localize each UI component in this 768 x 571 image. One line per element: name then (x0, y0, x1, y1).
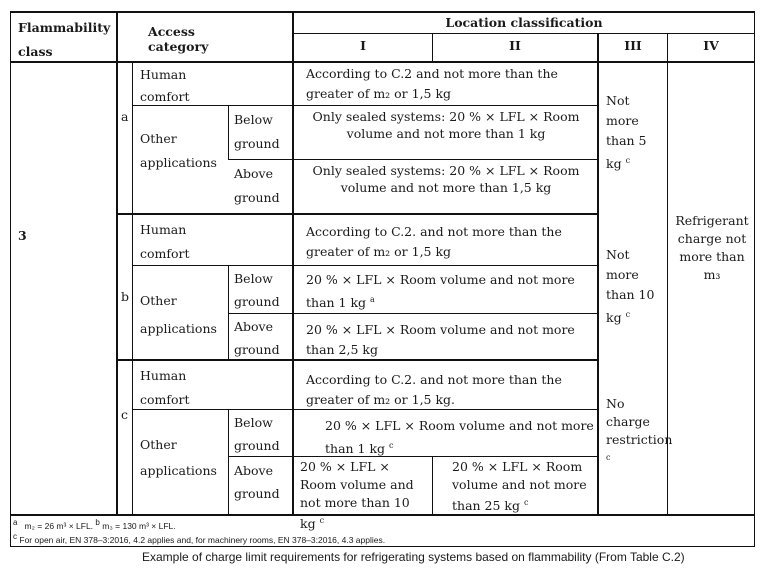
b-human-comfort-limit: According to C.2. and not more than the greater of m₂ or 1,5 kg (306, 224, 562, 259)
header-location-classification: Location classification (445, 15, 603, 30)
footnote-c: $^c$ For open air, EN 378–3:2016, 4.2 applies and, for machinery rooms, EN 378–3:2016, 4.3 applies. (13, 532, 386, 545)
flammability-class-value: 3 (18, 228, 27, 243)
b-other-applications-label: Other applications (140, 293, 217, 336)
col-iv-limit: Refrigerant charge not more than m₃ (675, 213, 749, 282)
footnote-a: $^a$ m₂ = 26 m³ × LFL. $^b$ m₃ = 130 m³ × LFL. (13, 518, 176, 531)
b-col-iii-limit: Not more than 10 kg $^c$ (606, 247, 655, 326)
b-above-ground-label: Above ground (234, 319, 280, 357)
category-a-letter: a (121, 109, 129, 124)
a-human-comfort-label: Human comfort (140, 67, 190, 104)
table-caption: Example of charge limit requirements for refrigerating systems based on flammability (From Table C.2) (142, 550, 685, 564)
header-access-category: Access category (148, 24, 209, 54)
b-below-ground-label: Below ground (234, 271, 280, 309)
category-c-letter: c (121, 407, 129, 422)
b-above-ground-limit: 20 % × LFL × Room volume and not more than 2,5 kg (306, 322, 575, 357)
a-above-ground-label: Above ground (234, 166, 280, 205)
a-human-comfort-limit: According to C.2 and not more than the greater of m₂ or 1,5 kg (306, 66, 558, 101)
header-col-i: I (360, 38, 366, 53)
a-other-applications-label: Other applications (140, 131, 217, 170)
a-above-ground-limit: Only sealed systems: 20 % × LFL × Room volume and not more than 1,5 kg (312, 163, 580, 195)
b-below-ground-limit: 20 % × LFL × Room volume and not more than 1 kg $^a$ (306, 272, 575, 311)
b-human-comfort-label: Human comfort (140, 222, 190, 261)
category-b-letter: b (121, 289, 130, 304)
a-below-ground-label: Below ground (234, 112, 280, 151)
header-flammability-class: Flammability class (18, 20, 111, 59)
a-col-iii-limit: Not more than 5 kg $^c$ (606, 93, 647, 172)
c-below-ground-label: Below ground (234, 415, 280, 453)
c-above-ground-limit-i: 20 % × LFL × Room volume and not more than 10 kg $^c$ (300, 459, 414, 532)
c-human-comfort-label: Human comfort (140, 368, 190, 407)
c-human-comfort-limit: According to C.2. and not more than the greater of m₂ or 1,5 kg. (306, 372, 562, 407)
header-col-iii: III (624, 38, 642, 53)
header-col-ii: II (509, 38, 521, 53)
c-above-ground-label: Above ground (234, 463, 280, 501)
c-other-applications-label: Other applications (140, 437, 217, 478)
header-col-iv: IV (703, 38, 719, 53)
c-col-iii-limit: No charge restriction $^c$ (606, 396, 673, 462)
c-above-ground-limit-ii: 20 % × LFL × Room volume and not more than 25 kg $^c$ (452, 459, 587, 514)
a-below-ground-limit: Only sealed systems: 20 % × LFL × Room volume and not more than 1 kg (312, 109, 580, 141)
c-below-ground-limit: 20 % × LFL × Room volume and not more than 1 kg $^c$ (325, 418, 594, 457)
